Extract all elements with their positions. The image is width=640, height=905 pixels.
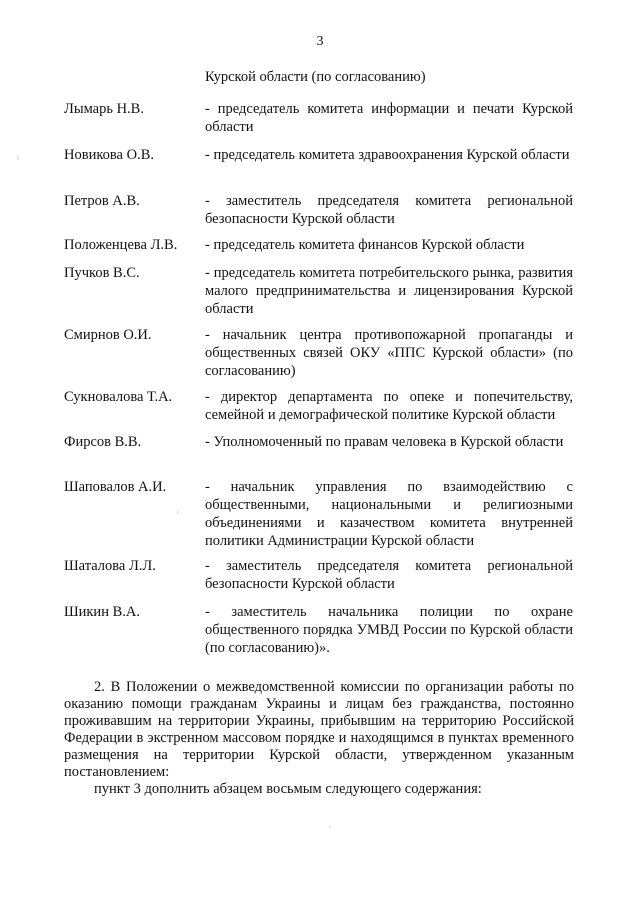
member-name: Шаталова Л.Л. <box>64 558 156 574</box>
member-role: - заместитель начальника полиции по охране общественного порядка УМВД России по Курской области (по согласованию)». <box>205 604 573 656</box>
member-name: Новикова О.В. <box>64 147 154 163</box>
member-name: Петров А.В. <box>64 193 140 209</box>
page-number: 3 <box>316 34 324 49</box>
member-role: - председатель комитета финансов Курской области <box>205 237 525 253</box>
member-name: Шаповалов А.И. <box>64 479 167 495</box>
member-name: Шикин В.А. <box>64 604 140 620</box>
member-name: Лымарь Н.В. <box>64 101 144 117</box>
member-role: - заместитель председателя комитета региональной безопасности Курской области <box>205 193 573 227</box>
member-role: - начальник управления по взаимодействию с общественными, национальными и религиозными объединениями и казачеством комитета внутренней политики Администрации Курской области <box>205 479 573 549</box>
member-role: - директор департамента по опеке и попечительству, семейной и демографической политике Курской области <box>205 389 573 423</box>
member-name: Смирнов О.И. <box>64 327 152 343</box>
continuation-line: Курской области (по согласованию) <box>205 69 426 85</box>
member-name: Положенцева Л.В. <box>64 237 178 253</box>
member-role: - Уполномоченный по правам человека в Курской области <box>205 434 564 450</box>
paragraph-2: 2. В Положении о межведомственной комиссии по организации работы по оказанию помощи гражданам Украины и лицам без гражданства, постоянно проживавшим на территории Украины, прибывшим на территорию Российской Федерации в экстренном массовом порядке и находящимся в пунктах временного размещения на территории Курской области, утвержденном указанным постановлением: <box>64 679 574 780</box>
member-role: - председатель комитета информации и печати Курской области <box>205 101 573 135</box>
member-role: - начальник центра противопожарной пропаганды и общественных связей ОКУ «ППС Курской области» (по согласованию) <box>205 327 573 379</box>
member-role: - заместитель председателя комитета региональной безопасности Курской области <box>205 558 573 592</box>
member-name: Фирсов В.В. <box>64 434 142 450</box>
member-role: - председатель комитета здравоохранения Курской области <box>205 147 570 163</box>
paragraph-3: пункт 3 дополнить абзацем восьмым следующего содержания: <box>94 781 482 797</box>
member-name: Сукновалова Т.А. <box>64 389 173 405</box>
member-name: Пучков В.С. <box>64 265 140 281</box>
member-role: - председатель комитета потребительского рынка, развития малого предпринимательства и лицензирования Курской области <box>205 265 573 317</box>
